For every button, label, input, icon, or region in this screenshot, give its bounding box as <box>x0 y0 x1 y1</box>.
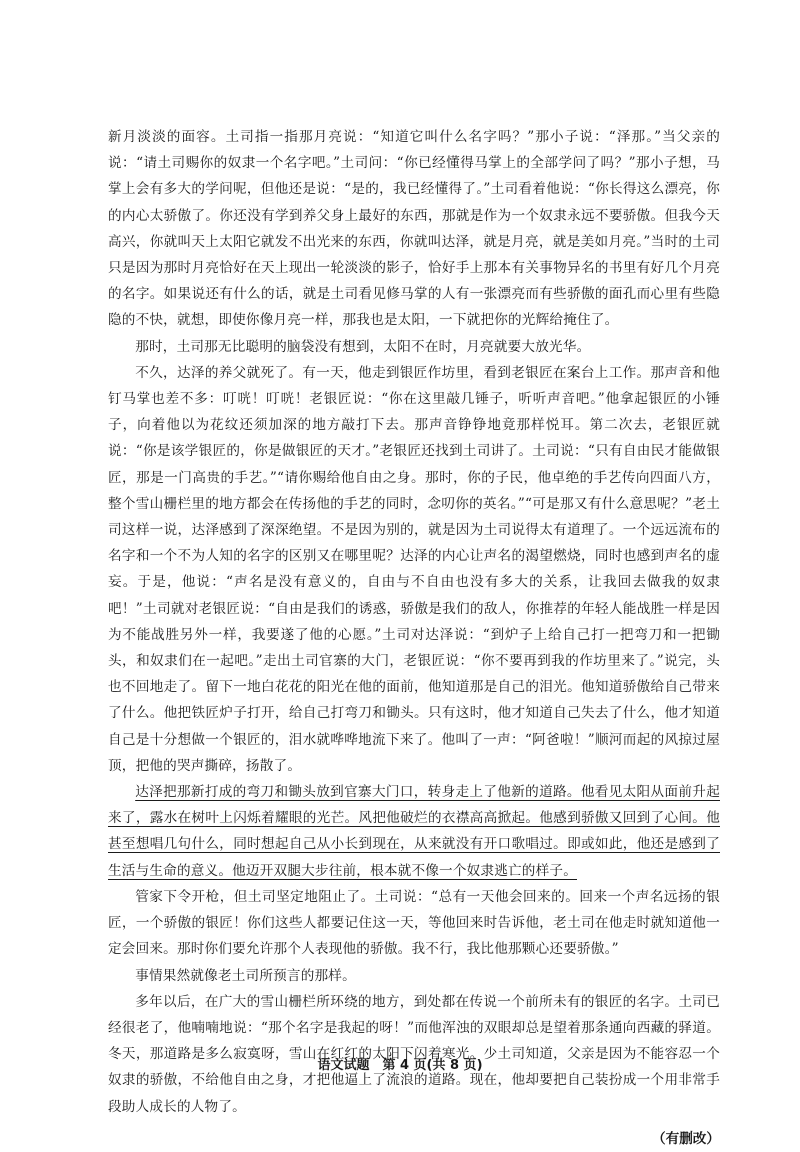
paragraph: 事情果然就像老土司所预言的那样。 <box>135 967 356 984</box>
paragraph: 不久，达泽的养父就死了。有一天，他走到银匠作坊里，看到老银匠在案台上工作。那声音和他钉马掌也差不多：叮咣！叮咣！老银匠说：“你在这里敲几锤子，听听声音吧。”他拿起银匠的小锤子，向着他以为花纹还须加深的地方敲打下去。那声音铮铮地竟那样悦耳。第二次去，老银匠就说：“你是该学银匠的，你是做银匠的天才。”老银匠还找到土司讲了。土司说：“只有自由民才能做银匠，那是一门高贵的手艺。”“请你赐给他自由之身。那时，你的子民，他卓绝的手艺传向四面八方，整个雪山栅栏里的地方都会在传扬他的手艺的同时，念叨你的英名。”“可是那又有什么意思呢？”老土司这样一说，达泽感到了深深绝望。不是因为别的，就是因为土司说得太有道理了。一个远远流布的名字和一个不为人知的名字的区别又在哪里呢？达泽的内心让声名的渴望燃烧，同时也感到声名的虚妄。于是，他说：“声名是没有意义的，自由与不自由也没有多大的关系，让我回去做我的奴隶吧！”土司就对老银匠说：“自由是我们的诱惑，骄傲是我们的敌人，你推荐的年轻人能战胜一样是因为不能战胜另外一样，我要遂了他的心愿。”土司对达泽说：“到炉子上给自己打一把弯刀和一把锄头，和奴隶们在一起吧。”走出土司官寨的大门，老银匠说：“你不要再到我的作坊里来了。”说完，头也不回地走了。留下一地白花花的阳光在他的面前，他知道那是自己的泪光。他知道骄傲给自己带来了什么。他把铁匠炉子打开，给自己打弯刀和锄头。只有这时，他才知道自己失去了什么，他才知道自己是十分想做一个银匠的，泪水就哗哗地流下来了。他叫了一声：“阿爸啦！”顺河而起的风掠过屋顶，把他的哭声撕碎，扬散了。 <box>108 364 720 774</box>
edit-note: （有删改） <box>652 1130 720 1147</box>
paragraph: 多年以后，在广大的雪山栅栏所环绕的地方，到处都在传说一个前所未有的银匠的名字。土司已经很老了，他喃喃地说：“那个名字是我起的呀！”而他浑浊的双眼却总是望着那条通向西藏的驿道。冬天，那道路是多么寂寞呀，雪山在红红的太阳下闪着寒光。少土司知道，父亲是因为不能容忍一个奴隶的骄傲，不给他自由之身，才把他逼上了流浪的道路。现在，他却要把自己装扮成一个用非常手段助人成长的人物了。 <box>108 993 720 1115</box>
paragraph: 管家下令开枪，但土司坚定地阻止了。土司说：“总有一天他会回来的。回来一个声名远扬的银匠，一个骄傲的银匠！你们这些人都要记住这一天，等他回来时告诉他，老土司在他走时就知道他一定会回来。那时你们要允许那个人表现他的骄傲。我不行，我比他那颗心还要骄傲。” <box>108 888 720 958</box>
paragraph: 那时，土司那无比聪明的脑袋没有想到，太阳不在时，月亮就要大放光华。 <box>135 338 591 355</box>
article-body <box>108 124 720 1120</box>
page-footer: 语文试题 第 4 页(共 8 页) <box>317 1058 483 1073</box>
paragraph: 新月淡淡的面容。土司指一指那月亮说：“知道它叫什么名字吗？”那小子说：“泽那。”当父亲的说：“请土司赐你的奴隶一个名字吧。”土司问：“你已经懂得马掌上的全部学问了吗？”那小子想，马掌上会有多大的学问呢，但他还是说：“是的，我已经懂得了。”土司看着他说：“你长得这么漂亮，你的内心太骄傲了。你还没有学到养父身上最好的东西，那就是作为一个奴隶永远不要骄傲。但我今天高兴，你就叫天上太阳它就发不出光来的东西，你就叫达泽，就是月亮，就是美如月亮。”当时的土司只是因为那时月亮恰好在天上现出一轮淡淡的影子，恰好手上那本有关事物异名的书里有好几个月亮的名字。如果说还有什么的话，就是土司看见修马掌的人有一张漂亮而有些骄傲的面孔而心里有些隐隐的不快，就想，即使你像月亮一样，那我也是太阳，一下就把你的光辉给掩住了。 <box>108 129 720 329</box>
underlined-paragraph <box>108 779 720 884</box>
exam-page-content <box>108 124 720 1152</box>
underlined-passage: 达泽把那新打成的弯刀和锄头放到官寨大门口，转身走上了他新的道路。他看见太阳从面前升起来了，露水在树叶上闪烁着耀眼的光芒。风把他破烂的衣襟高高掀起。他感到骄傲又回到了心间。他甚至想唱几句什么，同时想起自己从小长到现在，从来就没有开口歌唱过。即或如此，他还是感到了生活与生命的意义。他迈开双腿大步往前，根本就不像一个奴隶逃亡的样子。 <box>108 784 720 879</box>
